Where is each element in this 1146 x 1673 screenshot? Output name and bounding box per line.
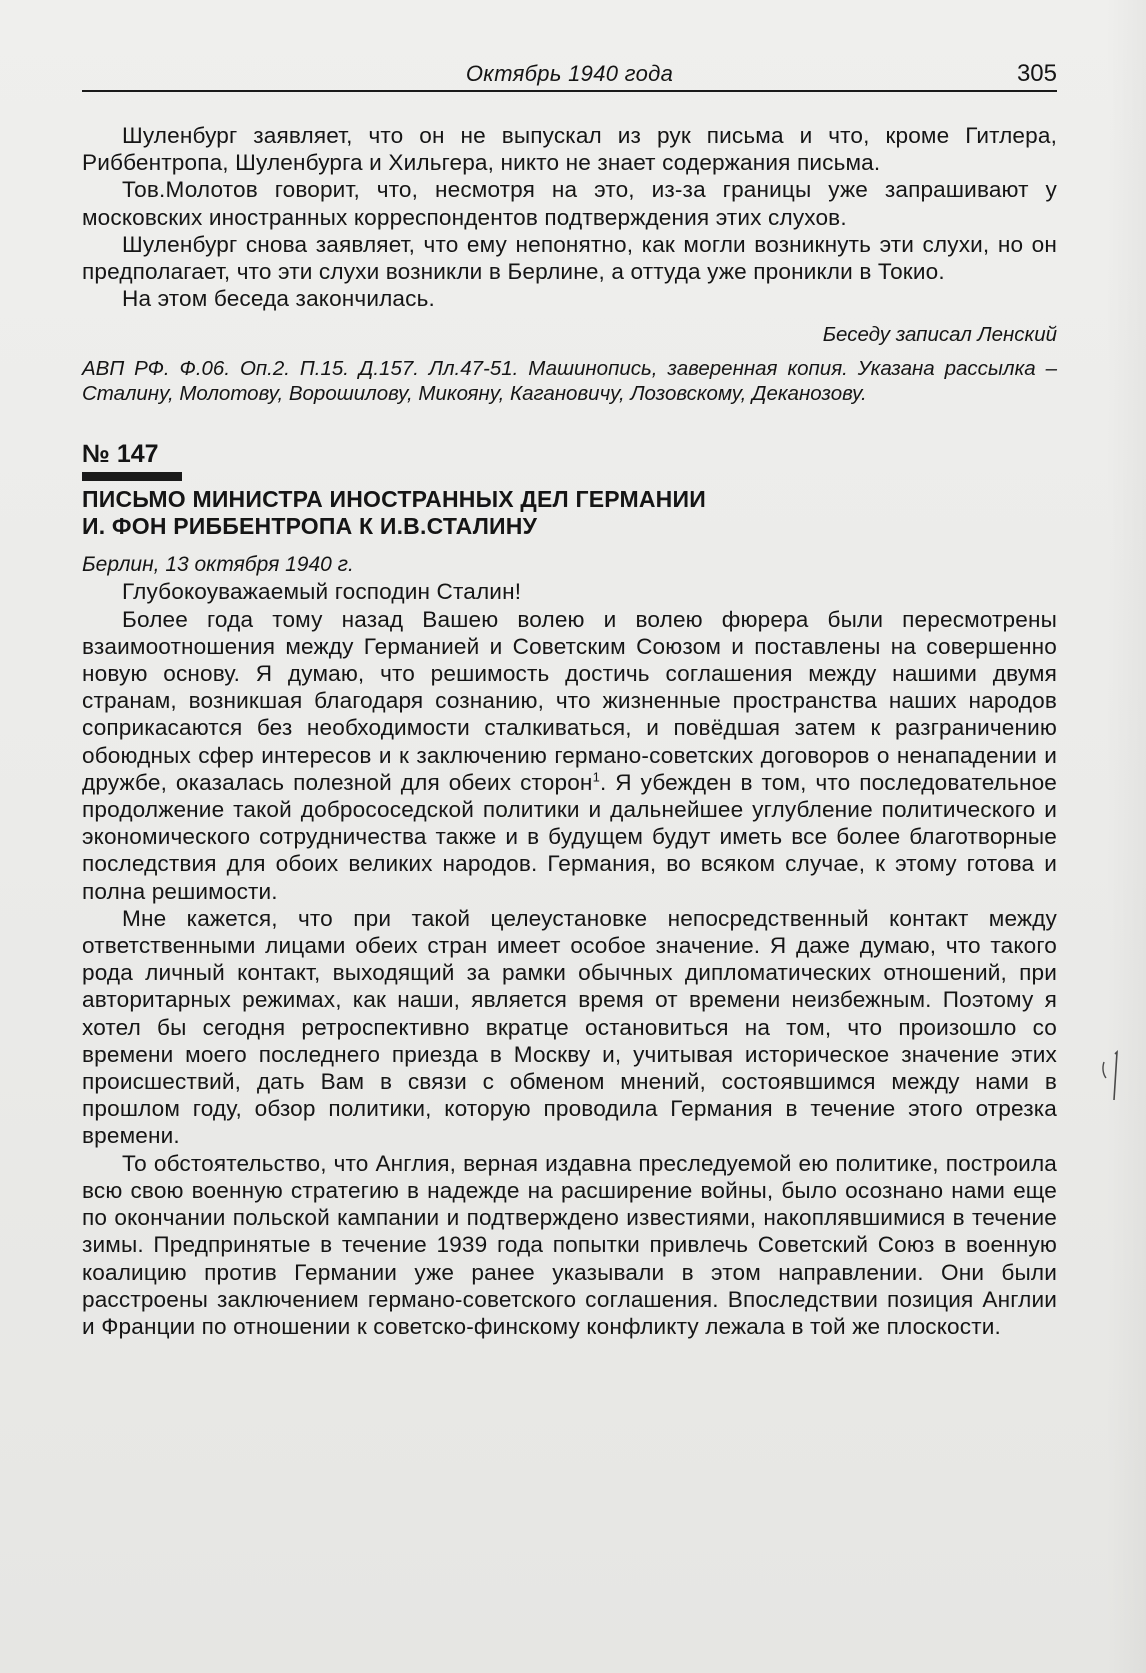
letter-paragraph (82, 606, 1057, 905)
paragraph-text: Более года тому назад Вашею волею и волею фюрера были пересмотрены взаимоотношения между Германией и Советским Союзом и поставлены на совершенно новую основу. Я думаю, что решимость достичь соглашения между нашими двумя странам, возникшая благодаря сознанию, что жизненные пространства наших народов соприкасаются без необходимости сталкиваться, и повёдшая затем к разграничению обоюдных сфер интересов и к заключению германо-советских договоров о ненападении и дружбе, оказалась полезной для обеих сторон (82, 606, 1057, 795)
conversation-recorder-signature: Беседу записал Ленский (822, 323, 1057, 347)
archival-reference: АВП РФ. Ф.06. Оп.2. П.15. Д.157. Лл.47-51. Машинопись, заверенная копия. Указана рассылка – Сталину, Молотову, Ворошилову, Микояну, Кагановичу, Лозовскому, Деканозову. (82, 357, 1057, 406)
page-content (82, 122, 1057, 1340)
document-number: № 147 (82, 440, 159, 469)
letter-paragraph: Мне кажется, что при такой целеустановке непосредственный контакт между ответственными лицами обеих стран имеет особое значение. Я даже думаю, что такого рода личный контакт, выходящий за рамки обычных дипломатических отношений, при авторитарных режимах, как наши, является время от времени неизбежным. Поэтому я хотел бы сегодня ретроспективно вкратце остановиться на том, что произошло со времени моего последнего приезда в Москву и, учитывая историческое значение этих происшествий, дать Вам в связи с обменом мнений, состоявшимся между нами в прошлом году, обзор политики, которую проводила Германия в течение этого отрезка времени. (82, 905, 1057, 1149)
scan-edge-shading (1106, 0, 1146, 1673)
page-number: 305 (1016, 60, 1057, 87)
footnote-mark: 1 (592, 769, 600, 785)
paragraph: Шуленбург снова заявляет, что ему непонятно, как могли возникнуть эти слухи, но он предполагает, что эти слухи возникли в Берлине, а оттуда уже проникли в Токио. (82, 231, 1057, 285)
running-title: Октябрь 1940 года (465, 61, 674, 86)
paragraph: Шуленбург заявляет, что он не выпускал из рук письма и что, кроме Гитлера, Риббентропа, Шуленбурга и Хильгера, никто не знает содержания письма. (82, 123, 1057, 176)
document-number-rule (82, 472, 182, 481)
document-title-line-2: И. ФОН РИББЕНТРОПА К И.В.СТАЛИНУ (82, 513, 538, 540)
paragraph-text: . Я убежден в том, что последовательное продолжение такой добрососедской политики и дальнейшее углубление политического и экономического сотрудничества также и в будущем будут иметь все более благотворные последствия для обоих великих народов. Германия, во всяком случае, к этому готова и полна решимости. (82, 769, 1057, 904)
document-title-line-1: ПИСЬМО МИНИСТРА ИНОСТРАННЫХ ДЕЛ ГЕРМАНИИ (82, 486, 706, 513)
letter-paragraph: То обстоятельство, что Англия, верная издавна преследуемой ею политике, построила всю свою военную стратегию в надежде на расширение войны, было осознано нами еще по окончании польской кампании и подтверждено известиями, накоплявшимися в течение зимы. Предпринятые в течение 1939 года попытки привлечь Советский Союз в военную коалицию против Германии уже ранее указывали в этом направлении. Они были расстроены заключением германо-советского соглашения. Впоследствии позиция Англии и Франции по отношении к советско-финскому конфликту лежала в той же плоскости. (82, 1150, 1057, 1339)
dateline: Берлин, 13 октября 1940 г. (82, 553, 354, 577)
letter-greeting: Глубокоуважаемый господин Сталин! (122, 579, 522, 605)
page-header (82, 56, 1057, 92)
paragraph: На этом беседа закончилась. (122, 286, 435, 312)
paragraph: Тов.Молотов говорит, что, несмотря на это, из-за границы уже запрашивают у московских иностранных корреспондентов подтверждения этих слухов. (82, 177, 1057, 230)
document-title (82, 486, 1057, 540)
